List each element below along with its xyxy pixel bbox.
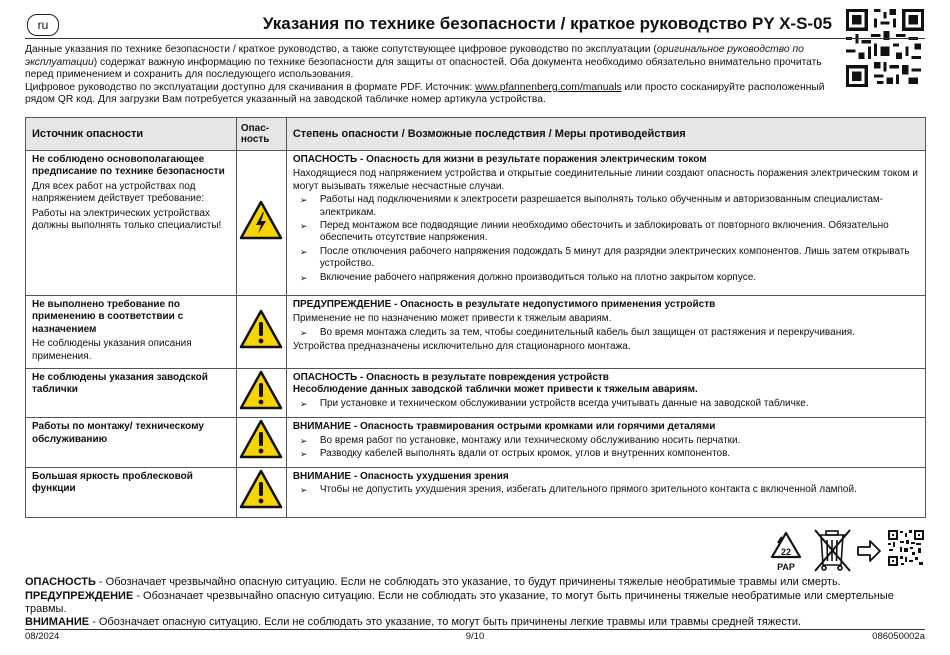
legend-caution: ВНИМАНИЕ - Обозначает опасную ситуацию. Если не соблюдать это указание, то могут быть причинены легкие травмы или травмы средней тяжести. xyxy=(25,616,802,629)
header-divider xyxy=(25,38,925,39)
source-title: Не выполнено требование по применению в соответствии с назначением xyxy=(32,299,184,335)
signal-word-legend xyxy=(25,576,925,630)
legend-warning: ПРЕДУПРЕЖДЕНИЕ - Обозначает чрезвычайно опасную ситуацию. Если не соблюдать это указание, то могут быть причинены тяжелые необратимые или смертельные травмы. xyxy=(25,589,894,615)
measure-list xyxy=(293,435,919,461)
arrow-right-icon xyxy=(858,541,880,561)
source-title: Не соблюдено основополагающее предписание по технике безопасности xyxy=(32,154,225,178)
table-row xyxy=(26,467,926,517)
source-note: Не соблюдены указания описания применения. xyxy=(32,338,192,362)
hazard-heading: ПРЕДУПРЕЖДЕНИЕ - Опасность в результате недопустимого применения устройств xyxy=(292,299,716,310)
hazard-icon-cell xyxy=(236,467,286,517)
hazard-heading: ОПАСНОСТЬ - Опасность в результате повреждения устройств xyxy=(292,372,609,383)
legend-danger: ОПАСНОСТЬ - Обозначает чрезвычайно опасную ситуацию. Если не соблюдать это указание, то будут причинены тяжелые необратимые травмы или смерть. xyxy=(25,576,841,588)
column-header-source: Источник опасности xyxy=(26,118,237,151)
warning-icon xyxy=(239,468,283,512)
qr-code-bottom-icon[interactable] xyxy=(888,530,924,566)
measure-item: ➢ Во время монтажа следить за тем, чтобы соединительный кабель был защищен от растяжения и перекручивания. xyxy=(293,327,919,339)
warning-icon xyxy=(239,308,283,352)
warning-icon xyxy=(239,418,283,462)
hazard-icon-cell xyxy=(236,418,286,467)
hazard-heading: ВНИМАНИЕ - Опасность травмирования острыми кромками или горячими деталями xyxy=(292,421,716,433)
electric-hazard-icon xyxy=(239,199,283,243)
table-row xyxy=(26,369,926,418)
source-title: Большая яркость проблесковой функции xyxy=(32,470,193,495)
hazard-source-cell xyxy=(26,467,237,517)
measure-item: ➢ Разводку кабелей выполнять вдали от острых кромок, углов и внутренних компонентов. xyxy=(293,448,919,460)
hazard-heading: ОПАСНОСТЬ - Опасность для жизни в результате поражения электрическим током xyxy=(292,154,707,165)
measures-cell xyxy=(286,418,925,467)
page-title: Указания по технике безопасности / краткое руководство PY X-S-05 xyxy=(262,14,832,33)
page-number: 9/10 xyxy=(465,631,485,642)
footer-date: 08/2024 xyxy=(25,631,60,642)
measures-cell xyxy=(286,369,925,418)
table-row xyxy=(26,418,926,467)
hazard-description: Находящиеся под напряжением устройства и открытые соединительные линии создают опасность поражения электрическим током и могут вызывать тяжелые несчастные случаи. xyxy=(292,168,918,192)
table-header-row xyxy=(26,118,926,151)
hazard-source-cell xyxy=(26,151,237,296)
measures-cell xyxy=(286,467,925,517)
footer-divider xyxy=(25,629,925,630)
intro-text: Данные указания по технике безопасности / краткое руководство, а также сопутствующее цифровое руководство по эксплуатации (оригинальное руководство по эксплуатации) содержат важную информацию по технике безопасности для защиты от опасностей. Оба документа необходимо обязательно внимательно прочитать перед применением и сохранить для последующего использования. Цифровое руководство по эксплуатации доступно для скачивания в формате PDF. Источник: www.pfannenberg.com/manuals или просто сосканируйте расположенный рядом QR код. Для загрузки Вам потребуется указанный на заводской табличке номер артикула устройства. xyxy=(25,44,825,106)
measure-item: ➢ При установке и техническом обслуживании устройств всегда учитывать данные на заводской табличке. xyxy=(293,398,919,410)
table-row xyxy=(26,151,926,296)
hazard-icon-cell xyxy=(236,296,286,369)
measure-item: ➢ После отключения рабочего напряжения подождать 5 минут для разрядки электрических компонентов. Лишь затем открывать устройство. xyxy=(293,246,919,271)
hazard-table xyxy=(25,117,926,518)
source-note: Работы на электрических устройствах должны выполнять только специалисты! xyxy=(32,207,222,232)
measure-item: ➢ Во время работ по установке, монтажу или техническому обслуживанию носить перчатки. xyxy=(293,435,919,447)
recycle-number: 22 xyxy=(780,547,792,557)
measure-list xyxy=(293,398,919,410)
measure-item: ➢ Чтобы не допустить ухудшения зрения, избегать длительного прямого зрительного контакта с включенной лампой. xyxy=(293,484,919,496)
manuals-link[interactable]: www.pfannenberg.com/manuals xyxy=(475,81,622,93)
measures-cell xyxy=(286,151,925,296)
disposal-symbols xyxy=(766,527,926,577)
hazard-note: Устройства предназначены исключительно для стационарного монтажа. xyxy=(292,341,631,353)
hazard-icon-cell xyxy=(236,369,286,418)
measure-list xyxy=(293,194,919,284)
doc-number: 086050002a xyxy=(872,631,925,642)
source-title: Не соблюдены указания заводской таблички xyxy=(32,372,208,396)
measure-item: ➢ Включение рабочего напряжения должно производиться только на плотно закрытом корпусе. xyxy=(293,272,919,284)
hazard-source-cell xyxy=(26,369,237,418)
table-row xyxy=(26,296,926,369)
measure-item: ➢ Перед монтажом все подводящие линии необходимо обесточить и заблокировать от повторного включения. Обязательно обеспечить отсутствие напряжения. xyxy=(293,220,919,245)
source-title: Работы по монтажу/ техническому обслуживанию xyxy=(32,421,204,445)
hazard-source-cell xyxy=(26,296,237,369)
recycle-label: PAP xyxy=(777,562,795,572)
measure-list xyxy=(293,484,919,496)
measures-cell xyxy=(286,296,925,369)
weee-crossed-bin-icon xyxy=(815,530,850,571)
source-note: Для всех работ на устройствах под напряжением действует требование: xyxy=(32,180,205,205)
hazard-source-cell xyxy=(26,418,237,467)
hazard-icon-cell xyxy=(236,151,286,296)
measure-item: ➢ Работы над подключениями к электросети разрешается выполнять только обученным и авторизованным специалистам-электрикам. xyxy=(293,194,919,219)
qr-code-top-icon[interactable] xyxy=(846,9,924,87)
column-header-measures: Степень опасности / Возможные последствия / Меры противодействия xyxy=(286,118,925,151)
measure-list xyxy=(293,327,919,339)
hazard-heading-2: Несоблюдение данных заводской таблички может привести к тяжелым авариям. xyxy=(292,384,698,396)
footer xyxy=(25,631,925,642)
column-header-hazard: Опас-ность xyxy=(236,118,286,151)
hazard-heading: ВНИМАНИЕ - Опасность ухудшения зрения xyxy=(292,470,509,482)
language-badge: ru xyxy=(27,14,59,36)
hazard-description: Применение не по назначению может привести к тяжелым авариям. xyxy=(292,313,612,325)
warning-icon xyxy=(239,369,283,413)
